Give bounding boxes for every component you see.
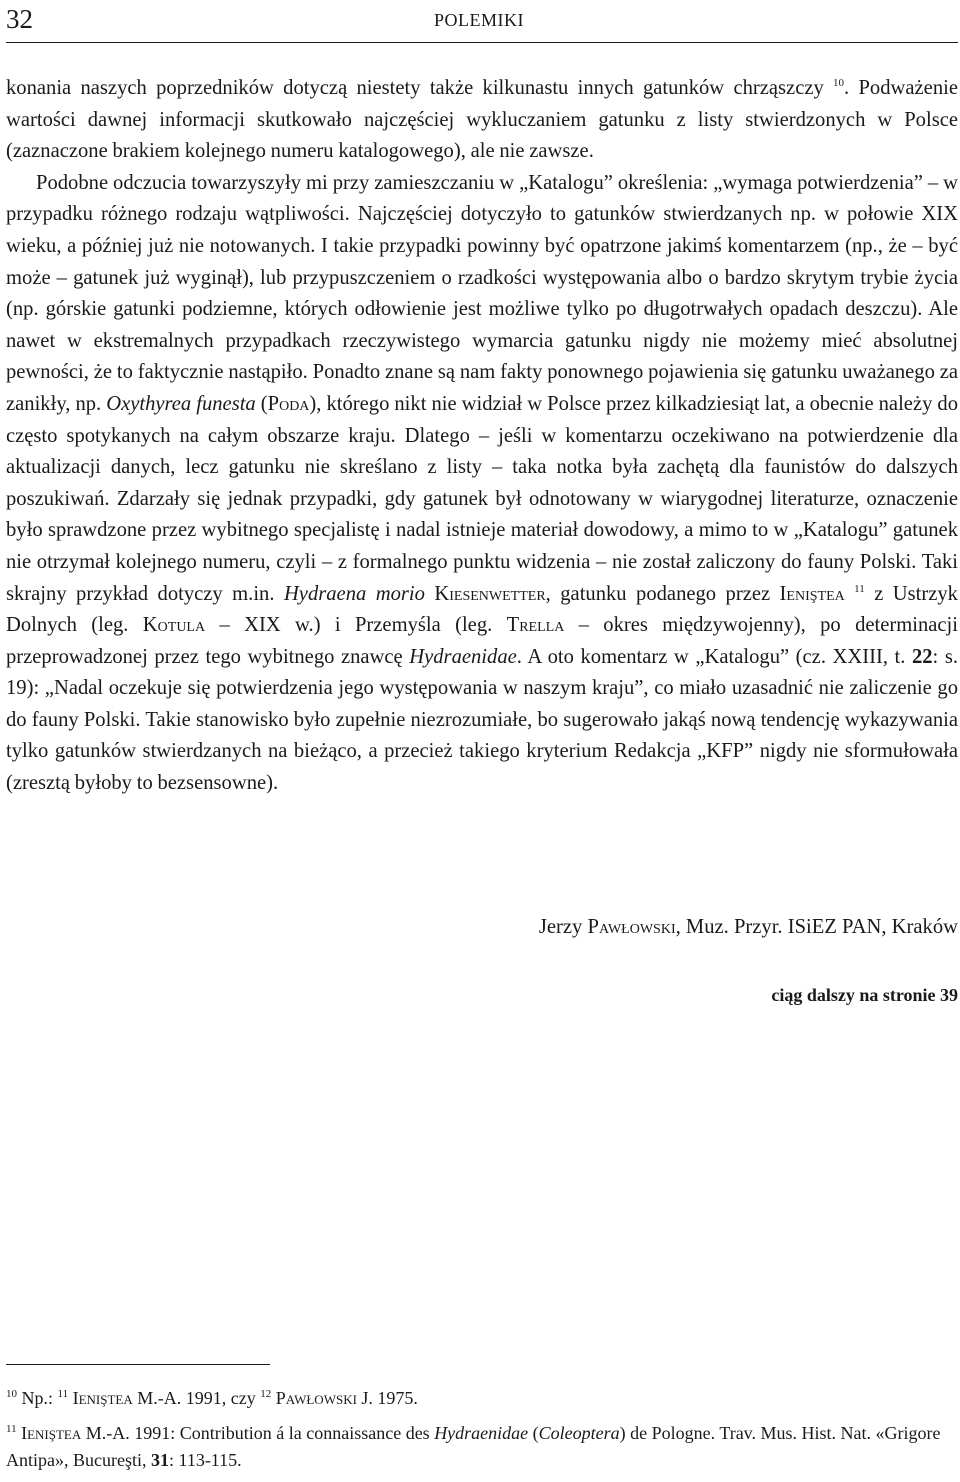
text-run: [425, 583, 434, 605]
text-run: – XIX w.) i Przemyśla (leg.: [205, 614, 507, 637]
paragraph-1: [6, 73, 958, 168]
author-name: Ieniştea: [72, 1388, 133, 1408]
footnote-ref-11[interactable]: 11: [854, 582, 865, 595]
author-name: Poda: [267, 392, 310, 415]
family-name: Hydraenidae: [434, 1423, 529, 1443]
footnote-10: [6, 1385, 958, 1412]
footnote-mark: 11: [6, 1423, 17, 1435]
collector-name: Trella: [506, 614, 565, 637]
footnote-ref-10[interactable]: 10: [833, 77, 845, 90]
species-name: Hydraena morio: [283, 582, 425, 605]
running-head: POLEMIKI: [434, 10, 524, 30]
footnote-mark: 10: [6, 1388, 17, 1400]
text-run: : s. 19): „Nadal oczekuje się potwierdzenia jego występowania w naszym kraju”, co miało uzasadnić nie zaliczenie go do fauny Polski. Takie stanowisko było zupełnie niezrozumiałe, bo sugerowało jakąś nową tendencję wykazywania tylko gatunków stwierdzanych na bieżąco, a przecież takiego kryterium Redakcja „KFP” nigdy nie sformułowała (zresztą byłoby to bezsensowne).: [6, 645, 958, 795]
text-run: (: [528, 1423, 539, 1443]
text-run: (: [255, 392, 268, 415]
text-run: : 113-115.: [168, 1450, 242, 1470]
footnote-cross-ref: 12: [260, 1388, 272, 1400]
page-number: 32: [6, 4, 33, 34]
text-run: konania naszych poprzedników dotyczą niestety także kilkunastu innych gatunków chrząszczy: [6, 77, 834, 99]
author-name: Pawłowski: [275, 1388, 357, 1408]
text-run: M.-A. 1991, czy: [132, 1388, 261, 1408]
footnotes: [6, 1385, 958, 1482]
author-name: Ieniştea: [779, 582, 845, 605]
page: [6, 0, 958, 1473]
text-run: – okres międzywojenny), po determinacji przeprowadzonej przez tego wybitnego znawcę: [6, 614, 958, 668]
species-name: Oxythyrea funesta: [106, 392, 256, 415]
text-run: ), którego nikt nie widział w Polsce przez kilkadziesiąt lat, a obecnie należy do często spotykanych na całym obszarze kraju. Dlatego – jeśli w komentarzu oczekiwano na potwierdzenie dla aktualizacji danych, lecz gatunku nie skreślano z listy – taka notka była zachętą dla faunistów do dalszych poszukiwań. Zdarzały się jednak przypadki, gdy gatunek był odnotowany w wiarygodnej literaturze, oznaczenie było sprawdzone przez wybitnego specjalistę i nadal istnieje materiał dowodowy, a mimo to w „Katalogu” gatunek nie otrzymał kolejnego numeru, czyli – z formalnego punktu widzenia – nie został zaliczony do fauny Polski. Taki skrajny przykład dotyczy m.in.: [6, 392, 958, 605]
text-run: M.-A. 1991: Contribution á la connaissance des: [81, 1423, 435, 1443]
volume-number: 31: [150, 1450, 169, 1470]
text-run: Np.:: [17, 1388, 58, 1408]
text-run: ) de Pologne. Trav. Mus. Hist. Nat. «Grigore Antipa», Bucureşti,: [6, 1423, 941, 1470]
collector-name: Kotula: [142, 614, 206, 637]
footnote-11: [6, 1420, 958, 1474]
text-run: . A oto komentarz w „Katalogu” (cz. XXIII, t.: [516, 645, 912, 668]
text-run: [845, 583, 854, 605]
page-header: [6, 0, 958, 43]
family-name: Hydraenidae: [409, 645, 517, 668]
volume-number: 22: [911, 645, 933, 668]
signature-first-name: Jerzy: [538, 916, 588, 938]
order-name: Coleoptera: [538, 1423, 620, 1443]
text-run: , gatunku podanego przez: [545, 582, 780, 605]
author-signature: [539, 912, 958, 942]
author-name: Ieniştea: [21, 1423, 82, 1443]
article-body: [6, 73, 958, 800]
signature-affiliation: , Muz. Przyr. ISiEZ PAN, Kraków: [675, 916, 958, 938]
continued-note: ciąg dalszy na stronie 39: [771, 985, 958, 1005]
author-name: Kiesenwetter: [434, 582, 546, 605]
text-run: z Ustrzyk Dolnych (leg.: [6, 582, 958, 637]
footnote-cross-ref: 11: [57, 1388, 69, 1400]
paragraph-2: [6, 168, 958, 800]
signature-surname: Pawłowski: [587, 916, 676, 938]
text-run: J. 1975.: [356, 1388, 418, 1408]
footnote-divider: [6, 1364, 270, 1365]
text-run: . Podważenie wartości dawnej informacji skutkowało najczęściej wykluczaniem gatunku z listy stwierdzonych w Polsce (zaznaczone brakiem kolejnego numeru katalogowego), ale nie zawsze.: [6, 77, 958, 163]
text-run: Podobne odczucia towarzyszyły mi przy zamieszczaniu w „Katalogu” określenia: „wymaga potwierdzenia” – w przypadku różnego rodzaju wątpliwości. Najczęściej dotyczyło to gatunków stwierdzanych np. w połowie XIX wieku, a później już nie notowanych. I takie przypadki powinny być opatrzone jakimś komentarzem (np., że – być może – gatunek już wyginął), lub przypuszczeniem o rzadkości występowania albo o bardzo skrytym trybie życia (np. górskie gatunki podziemne, których odłowienie jest możliwe tylko po długotrwałych opadach deszczu). Ale nawet w ekstremalnych przypadkach rzeczywistego wymarcia gatunku nigdy nie możemy mieć absolutnej pewności, że to faktycznie nastąpiło. Ponadto znane są nam fakty ponownego pojawienia się gatunku uważanego za zanikły, np.: [6, 171, 958, 415]
